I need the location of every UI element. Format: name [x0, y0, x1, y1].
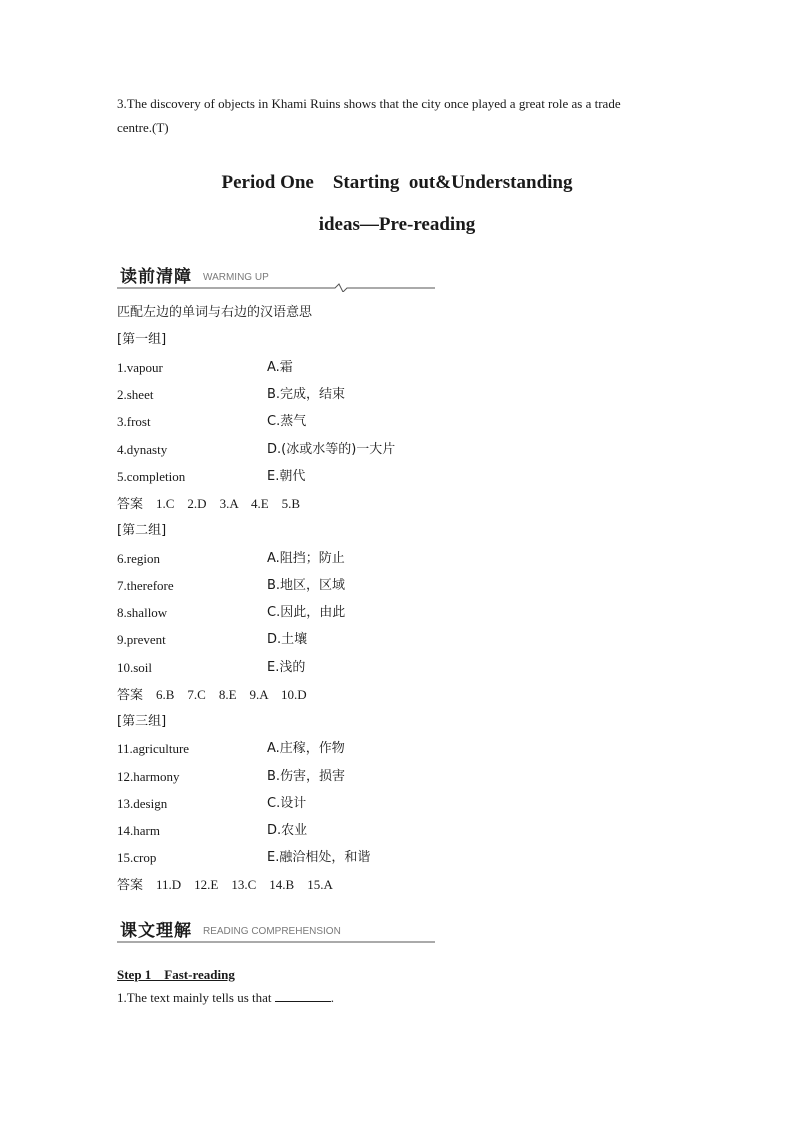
step-1-heading: Step 1 Fast-reading — [117, 967, 235, 982]
group-label: [第三组] — [117, 714, 167, 729]
answer-label: 答案 — [117, 878, 144, 893]
group-label: [第一组] — [117, 332, 167, 347]
answer-row — [117, 685, 307, 705]
group-label: [第二组] — [117, 523, 167, 538]
answer-values: 11.D 12.E 13.C 14.B 15.A — [156, 877, 333, 892]
intro-paragraph — [117, 92, 680, 140]
answer-row — [117, 494, 300, 514]
question-1-end: . — [330, 990, 335, 1005]
section-header-reading-comprehension — [117, 916, 435, 944]
answer-label: 答案 — [117, 688, 144, 703]
intro-line-1: 3.The discovery of objects in Khami Ruins shows that the city once played a great role as a trade — [117, 96, 621, 111]
question-1 — [117, 990, 334, 1006]
period-title-line-1: Period One Starting out&Understanding — [221, 172, 573, 193]
section-title-en: READING COMPREHENSION — [203, 926, 341, 937]
answer-values: 1.C 2.D 3.A 4.E 5.B — [156, 496, 301, 511]
answer-values: 6.B 7.C 8.E 9.A 10.D — [156, 687, 307, 702]
question-1-text: 1.The text mainly tells us that — [117, 990, 272, 1005]
intro-line-2: centre.(T) — [117, 120, 169, 135]
answer-label: 答案 — [117, 497, 144, 512]
answer-row — [117, 875, 333, 895]
instruction-text: 匹配左边的单词与右边的汉语意思 — [117, 305, 313, 320]
answer-blank[interactable] — [275, 990, 331, 1002]
section-header-warming-up — [117, 262, 435, 290]
section-title-cn: 读前清障 — [120, 267, 192, 287]
section-title-en: WARMING UP — [203, 272, 269, 283]
section-title-cn: 课文理解 — [120, 921, 192, 941]
period-title-line-2: ideas—Pre-reading — [318, 214, 476, 235]
